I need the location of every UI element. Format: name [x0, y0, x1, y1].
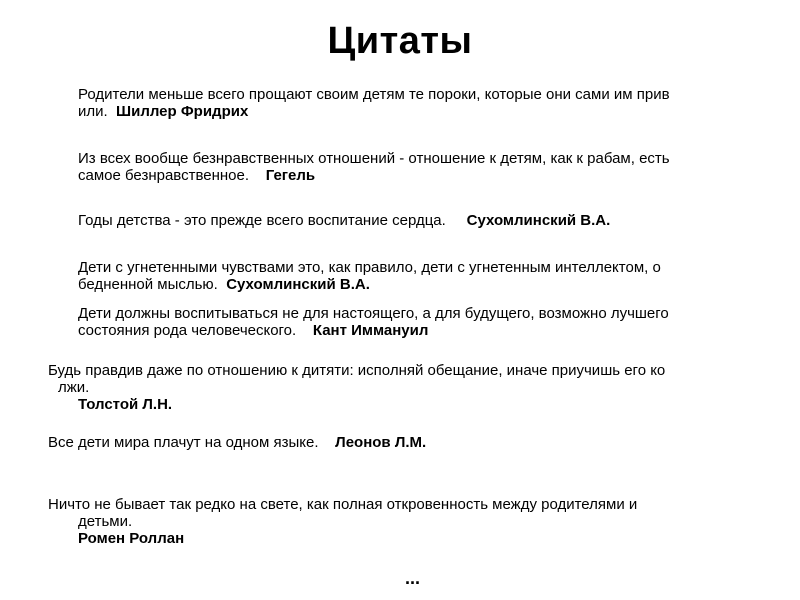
quote-author: Шиллер Фридрих	[116, 103, 249, 120]
quote-author: Кант Иммануил	[312, 322, 429, 339]
quote-text-line: Годы детства - это прежде всего воспитание сердца.	[78, 212, 446, 229]
quote-author: Ромен Роллан	[78, 530, 185, 547]
quote-leonov	[48, 434, 426, 451]
quote-sukhomlinsky-2	[78, 259, 661, 293]
quote-tolstoy	[48, 362, 665, 413]
ellipsis: ...	[405, 568, 421, 588]
quote-text-line: Дети с угнетенными чувствами это, как правило, дети с угнетенным интеллектом, о	[78, 259, 661, 276]
quote-text-line: детьми.	[78, 513, 133, 530]
quote-kant	[78, 305, 669, 339]
quote-rolland	[48, 496, 637, 547]
quote-schiller	[78, 86, 670, 120]
quote-author: Сухомлинский В.А.	[466, 212, 611, 229]
quote-hegel	[78, 150, 670, 184]
quote-text-line: Родители меньше всего прощают своим детям те пороки, которые они сами им прив	[78, 86, 670, 103]
quote-text-line: Дети должны воспитываться не для настоящего, а для будущего, возможно лучшего	[78, 305, 669, 322]
quote-author: Леонов Л.М.	[335, 434, 427, 451]
quote-text-line: Будь правдив даже по отношению к дитяти: исполняй обещание, иначе приучишь его ко	[48, 362, 666, 379]
quote-sukhomlinsky-1	[78, 212, 610, 229]
quote-text-line: состояния рода человеческого.	[78, 322, 297, 339]
quote-author: Гегель	[265, 167, 316, 184]
quote-text-line: самое безнравственное.	[78, 167, 250, 184]
quote-text-line: Все дети мира плачут на одном языке.	[48, 434, 319, 451]
quote-text-line: Из всех вообще безнравственных отношений - отношение к детям, как к рабам, есть	[78, 150, 670, 167]
quote-text-line: Ничто не бывает так редко на свете, как полная откровенность между родителями и	[48, 496, 638, 513]
quote-text-line: бедненной мыслью.	[78, 276, 218, 293]
quote-text-line: или.	[78, 103, 108, 120]
quote-text-line: лжи.	[58, 379, 90, 396]
page-title: Цитаты	[327, 20, 473, 62]
quote-author: Сухомлинский В.А.	[226, 276, 370, 293]
quote-author: Толстой Л.Н.	[78, 396, 173, 413]
